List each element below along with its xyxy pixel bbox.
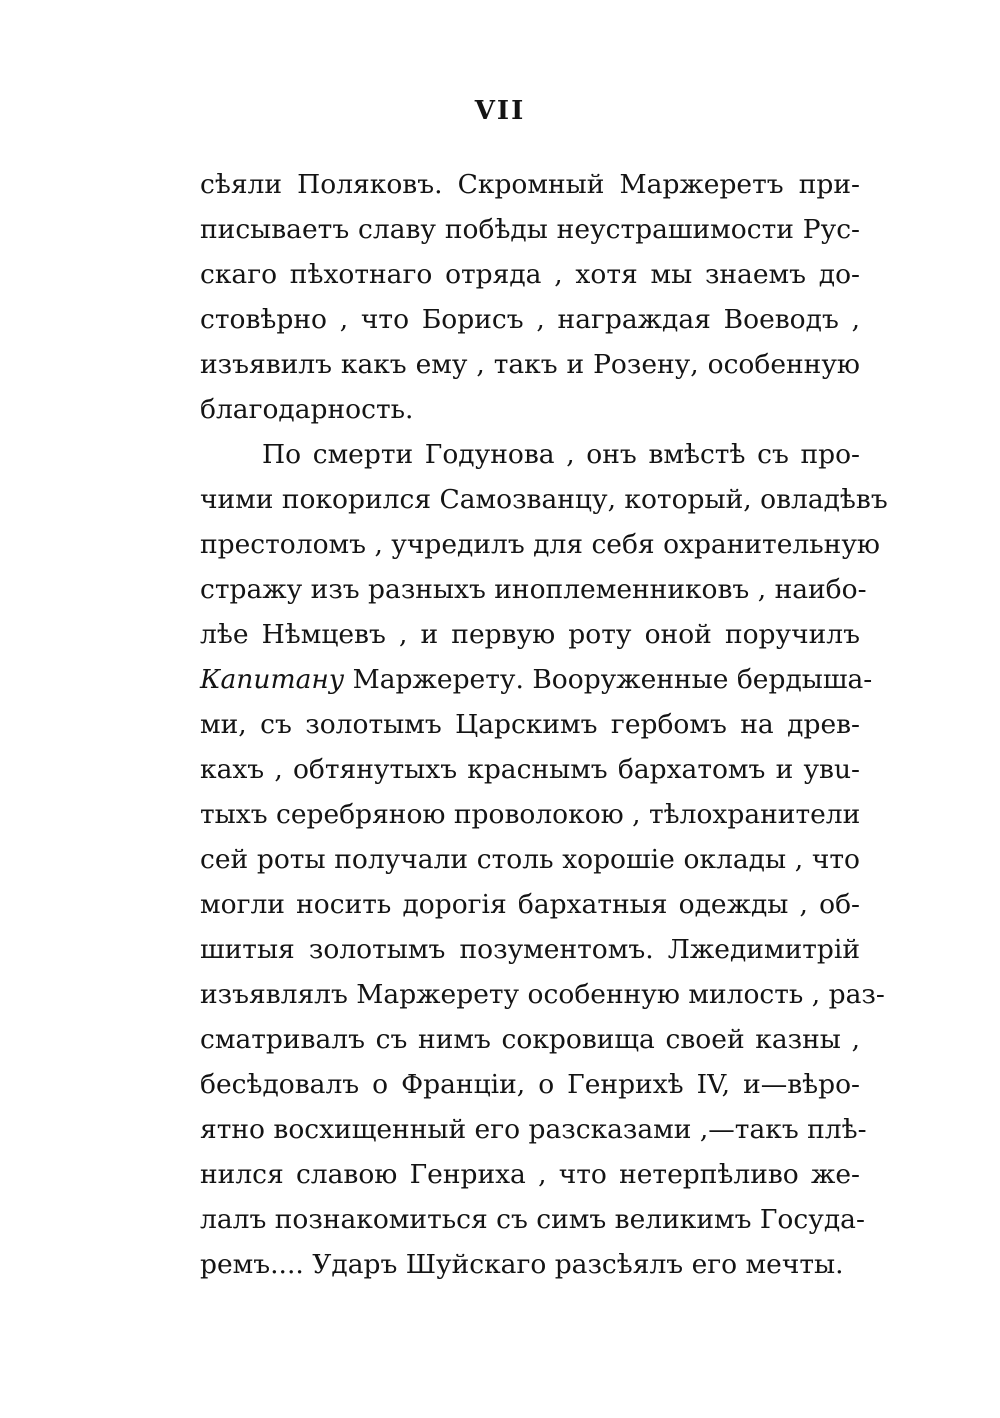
page-body [200, 162, 888, 1287]
text-line: стражу изъ разныхъ иноплеменниковъ , наибо- [200, 574, 867, 605]
page-number: VII [474, 96, 526, 126]
text-line: лалъ познакомиться съ симъ великимъ Госуда- [200, 1204, 865, 1235]
text-line: могли носить дорогія бархатныя одежды , об- [200, 889, 860, 920]
text-line: кахъ , обтянутыхъ краснымъ бархатомъ и увu- [200, 754, 860, 785]
text-line: скаго пѣхотнаго отряда , хотя мы знаемъ до- [200, 259, 860, 290]
text-line: сей роты получали столь хорошіе оклады , что [200, 844, 860, 875]
text-line: изъявилъ какъ ему , такъ и Розену, особенную [200, 349, 860, 380]
text-line: бесѣдовалъ о Франціи, о Генрихѣ IV, и—вѣро- [200, 1069, 860, 1100]
text-line: благодарность. [200, 394, 414, 425]
paragraph [200, 432, 888, 1287]
text-line: писываетъ славу побѣды неустрашимости Рус- [200, 214, 860, 245]
italic-word: Капитану [200, 664, 345, 695]
text-line: стовѣрно , что Борисъ , награждая Воеводъ , [200, 304, 860, 335]
text-line [200, 657, 873, 702]
text-line: лѣе Нѣмцевъ , и первую роту оной поручилъ [200, 619, 860, 650]
text-span: Маржерету. Вооруженные бердышa- [344, 664, 873, 695]
text-line: престоломъ , учредилъ для себя охранительную [200, 529, 880, 560]
text-line: нился славою Генриха , что нетерпѣливо же- [200, 1159, 860, 1190]
text-line: шитыя золотымъ позументомъ. Лжедимитрій [200, 934, 860, 965]
text-line: ятно восхищенный его разсказами ,—такъ плѣ- [200, 1114, 867, 1145]
text-line: ми, съ золотымъ Царскимъ гербомъ на древ- [200, 709, 860, 740]
text-line: сматривалъ съ нимъ сокровища своей казны , [200, 1024, 860, 1055]
text-line: чими покорился Самозванцу, который, овладѣвъ [200, 484, 888, 515]
text-line: изъявлялъ Маржерету особенную милость , раз- [200, 979, 885, 1010]
text-line: сѣяли Поляковъ. Скромный Маржеретъ при- [200, 169, 860, 200]
text-line: По смерти Годунова , онъ вмѣстѣ съ про- [262, 439, 860, 470]
paragraph [200, 162, 860, 432]
text-line: ремъ.... Ударъ Шуйскаго разсѣялъ его мечты. [200, 1249, 844, 1280]
text-line: тыхъ серебряною проволокою , тѣлохранители [200, 799, 861, 830]
